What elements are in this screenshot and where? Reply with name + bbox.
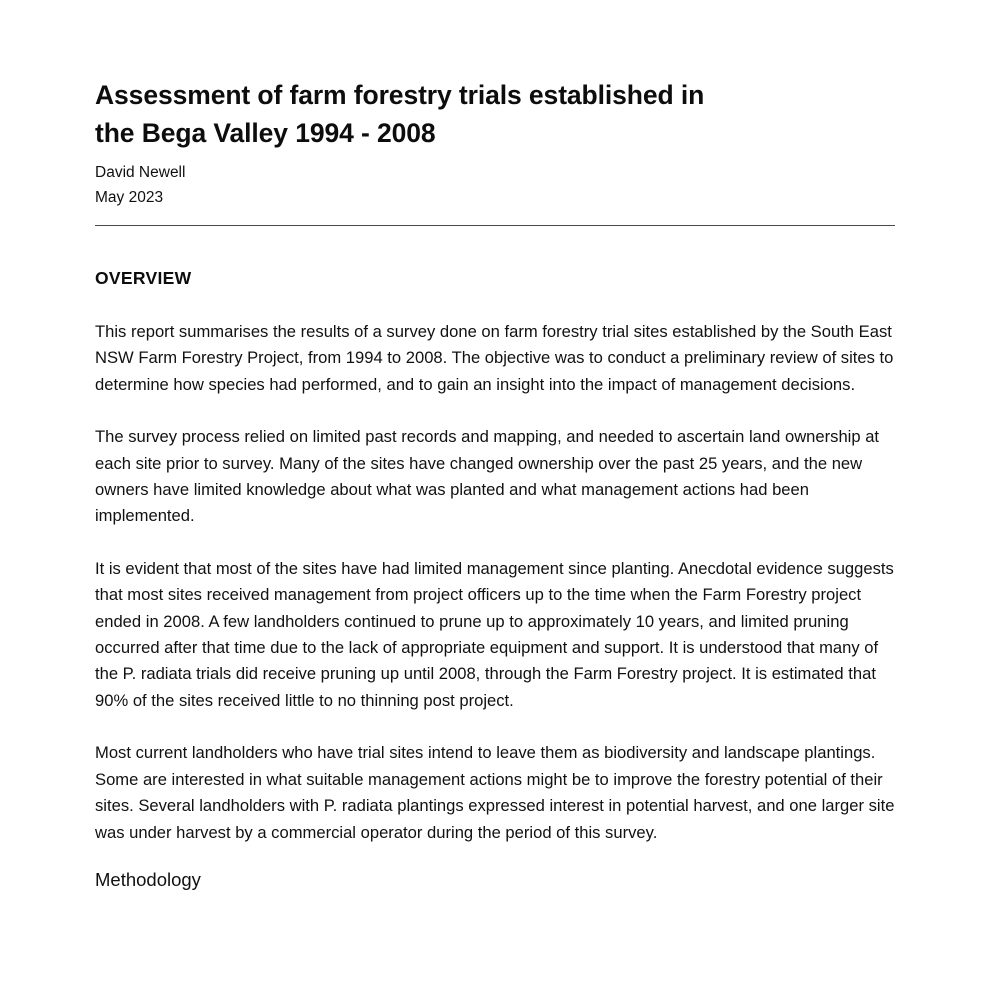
section-heading-overview: OVERVIEW: [95, 268, 192, 288]
paragraph: The survey process relied on limited past records and mapping, and needed to ascertain land ownership at each site prior to survey. Many of the sites have changed ownership over the past 25 years, and the new owners have limited knowledge about what was planted and what management actions had been implemented.: [95, 427, 880, 526]
page-title-line-2: the Bega Valley 1994 - 2008: [95, 118, 436, 148]
document-content-column: [95, 0, 895, 893]
byline: [95, 152, 895, 210]
paragraph: It is evident that most of the sites have had limited management since planting. Anecdotal evidence suggests that most sites received management from project officers up to the time when the Farm Forestry project ended in 2008. A few landholders continued to prune up to approximately 10 years, and limited pruning occurred after that time due to the lack of appropriate equipment and support. It is understood that many of the P. radiata trials did receive pruning up until 2008, through the Farm Forestry project. It is estimated that 90% of the sites received little to no thinning post project.: [95, 558, 894, 710]
body-copy: [95, 290, 895, 846]
subsection-heading-methodology: Methodology: [95, 868, 201, 890]
paragraph: This report summarises the results of a survey done on farm forestry trial sites established by the South East NSW Farm Forestry Project, from 1994 to 2008. The objective was to conduct a preliminary review of sites to determine how species had performed, and to gain an insight into the impact of management decisions.: [95, 322, 894, 394]
page-title: [95, 0, 895, 152]
page-title-line-1: Assessment of farm forestry trials established in: [95, 80, 705, 110]
publication-date: May 2023: [95, 188, 164, 206]
paragraph: Most current landholders who have trial sites intend to leave them as biodiversity and landscape plantings. Some are interested in what suitable management actions might be to improve the forestry potential of their sites. Several landholders with P. radiata plantings expressed interest in potential harvest, and one larger site was under harvest by a commercial operator during the period of this survey.: [95, 743, 895, 842]
author-name: David Newell: [95, 164, 186, 181]
